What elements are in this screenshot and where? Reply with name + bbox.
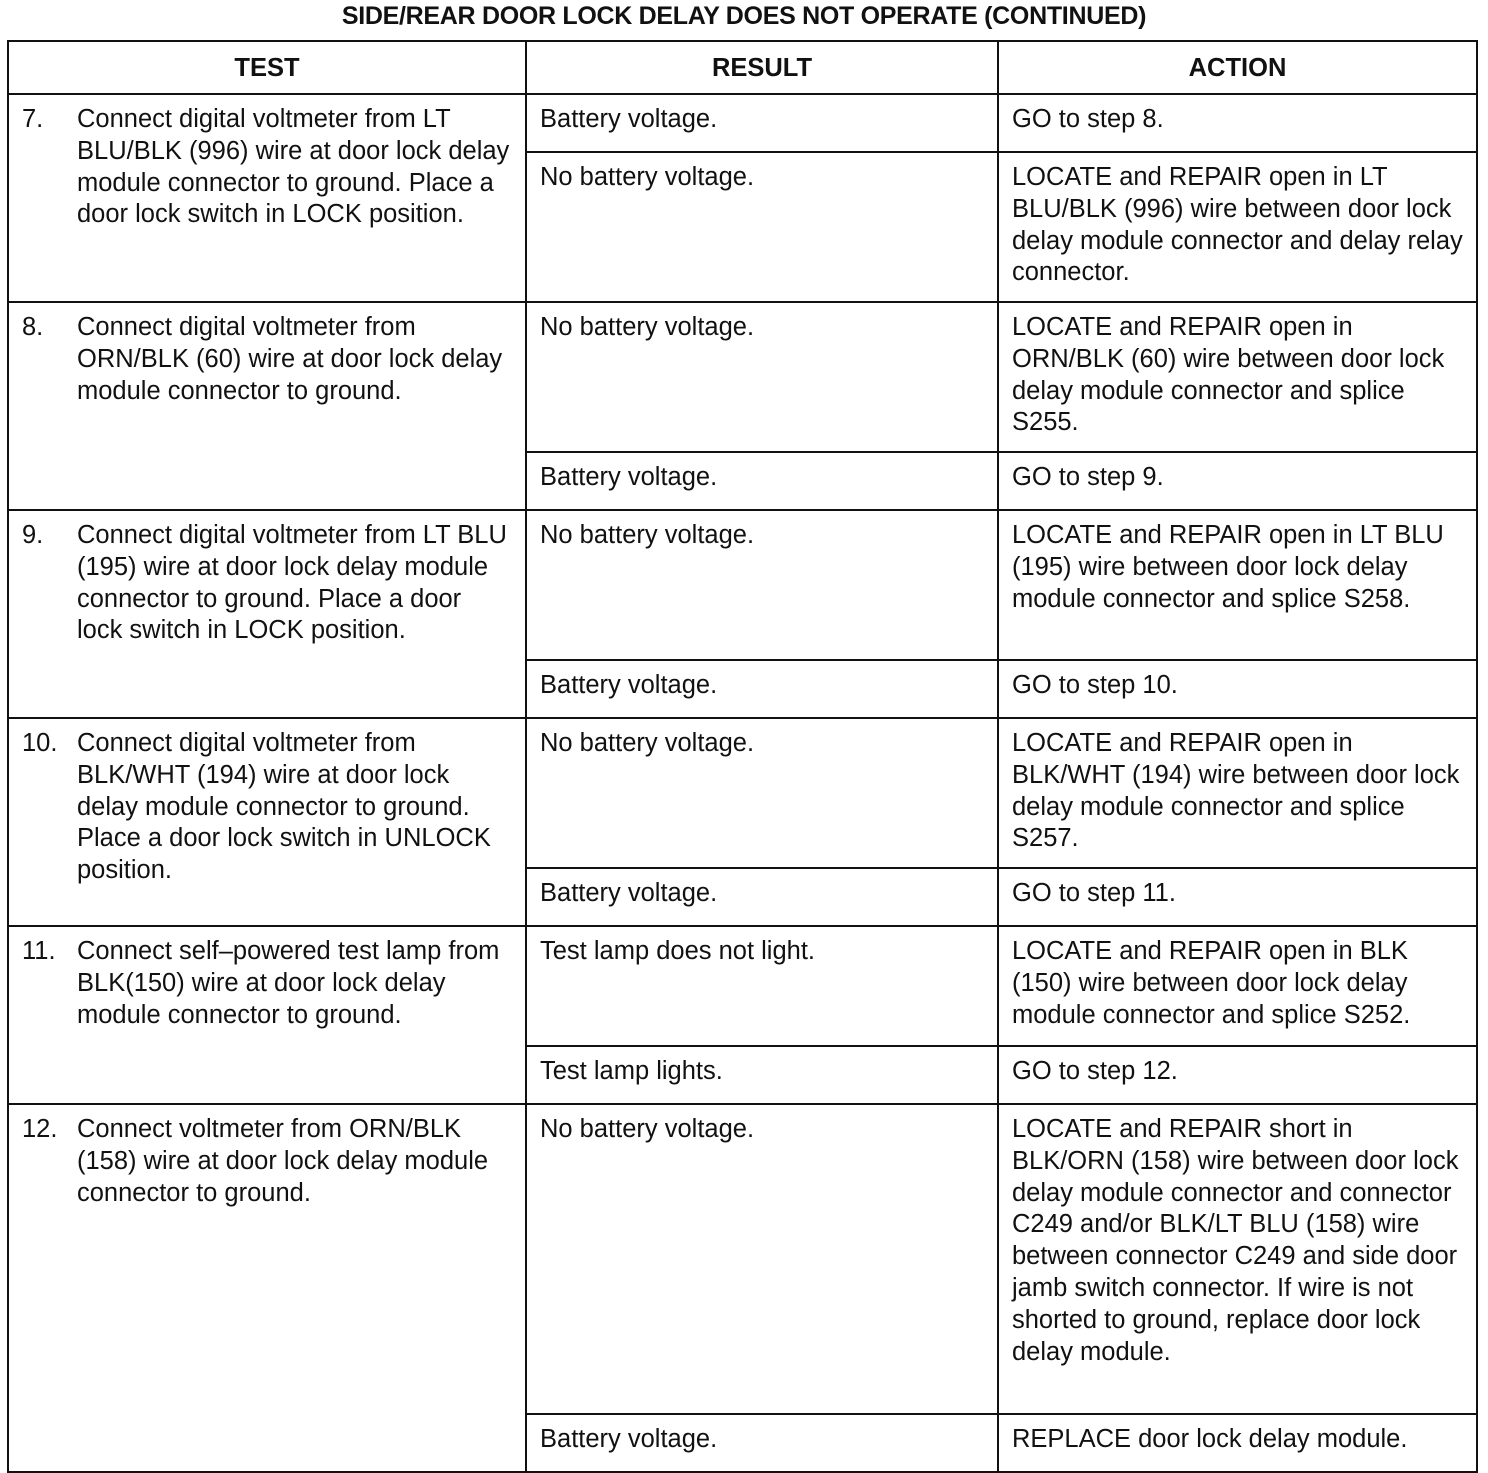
test-description: Connect self–powered test lamp from BLK(150) wire at door lock delay module connector to ground. — [77, 937, 500, 1029]
test-cell — [8, 302, 526, 510]
test-cell — [8, 1104, 526, 1472]
result-cell: Battery voltage. — [526, 1414, 998, 1472]
table-row — [8, 1104, 1477, 1414]
test-description: Connect voltmeter from ORN/BLK (158) wire at door lock delay module connector to ground. — [77, 1115, 489, 1207]
header-result: RESULT — [526, 41, 998, 94]
test-description: Connect digital voltmeter from BLK/WHT (194) wire at door lock delay module connector to ground. Place a door lock switch in UNLOCK position. — [77, 729, 491, 885]
result-cell: No battery voltage. — [526, 1104, 998, 1414]
action-cell: LOCATE and REPAIR open in LT BLU/BLK (996) wire between door lock delay module connector and delay relay connector. — [998, 152, 1477, 302]
result-cell: No battery voltage. — [526, 718, 998, 868]
table-row — [8, 302, 1477, 452]
table-row — [8, 926, 1477, 1046]
page-title: SIDE/REAR DOOR LOCK DELAY DOES NOT OPERATE (CONTINUED) — [341, 2, 1147, 30]
action-cell: LOCATE and REPAIR open in BLK (150) wire between door lock delay module connector and splice S252. — [998, 926, 1477, 1046]
test-description: Connect digital voltmeter from ORN/BLK (60) wire at door lock delay module connector to ground. — [77, 313, 503, 405]
result-cell: Battery voltage. — [526, 94, 998, 152]
header-test: TEST — [8, 41, 526, 94]
header-row — [8, 41, 1477, 94]
step-number: 9. — [22, 521, 44, 549]
step-number: 7. — [22, 105, 44, 133]
step-number: 10. — [22, 729, 58, 757]
result-cell: Test lamp lights. — [526, 1046, 998, 1104]
action-cell: LOCATE and REPAIR open in ORN/BLK (60) wire between door lock delay module connector and splice S255. — [998, 302, 1477, 452]
step-number: 12. — [22, 1115, 58, 1143]
action-cell: GO to step 9. — [998, 452, 1477, 510]
action-cell: GO to step 12. — [998, 1046, 1477, 1104]
diagnostic-table — [7, 40, 1478, 1473]
action-cell: LOCATE and REPAIR short in BLK/ORN (158) wire between door lock delay module connector and connector C249 and/or BLK/LT BLU (158) wire between connector C249 and side door jamb switch connector. If wire is not shorted to ground, replace door lock delay module. — [998, 1104, 1477, 1414]
action-cell: GO to step 8. — [998, 94, 1477, 152]
test-cell — [8, 510, 526, 718]
step-number: 11. — [22, 937, 56, 965]
step-number: 8. — [22, 313, 44, 341]
action-cell: REPLACE door lock delay module. — [998, 1414, 1477, 1472]
action-cell: GO to step 11. — [998, 868, 1477, 926]
test-cell — [8, 926, 526, 1104]
action-cell: GO to step 10. — [998, 660, 1477, 718]
result-cell: Battery voltage. — [526, 868, 998, 926]
test-description: Connect digital voltmeter from LT BLU/BLK (996) wire at door lock delay module connector to ground. Place a door lock switch in LOCK position. — [77, 105, 510, 229]
test-cell — [8, 718, 526, 926]
result-cell: Battery voltage. — [526, 660, 998, 718]
result-cell: Battery voltage. — [526, 452, 998, 510]
result-cell: No battery voltage. — [526, 152, 998, 302]
test-description: Connect digital voltmeter from LT BLU (195) wire at door lock delay module connector to ground. Place a door lock switch in LOCK position. — [77, 521, 507, 645]
result-cell: No battery voltage. — [526, 510, 998, 660]
action-cell: LOCATE and REPAIR open in BLK/WHT (194) wire between door lock delay module connector and splice S257. — [998, 718, 1477, 868]
test-cell — [8, 94, 526, 302]
action-cell: LOCATE and REPAIR open in LT BLU (195) wire between door lock delay module connector and splice S258. — [998, 510, 1477, 660]
table-row — [8, 510, 1477, 660]
table-row — [8, 718, 1477, 868]
header-action: ACTION — [998, 41, 1477, 94]
result-cell: Test lamp does not light. — [526, 926, 998, 1046]
result-cell: No battery voltage. — [526, 302, 998, 452]
table-row — [8, 94, 1477, 152]
